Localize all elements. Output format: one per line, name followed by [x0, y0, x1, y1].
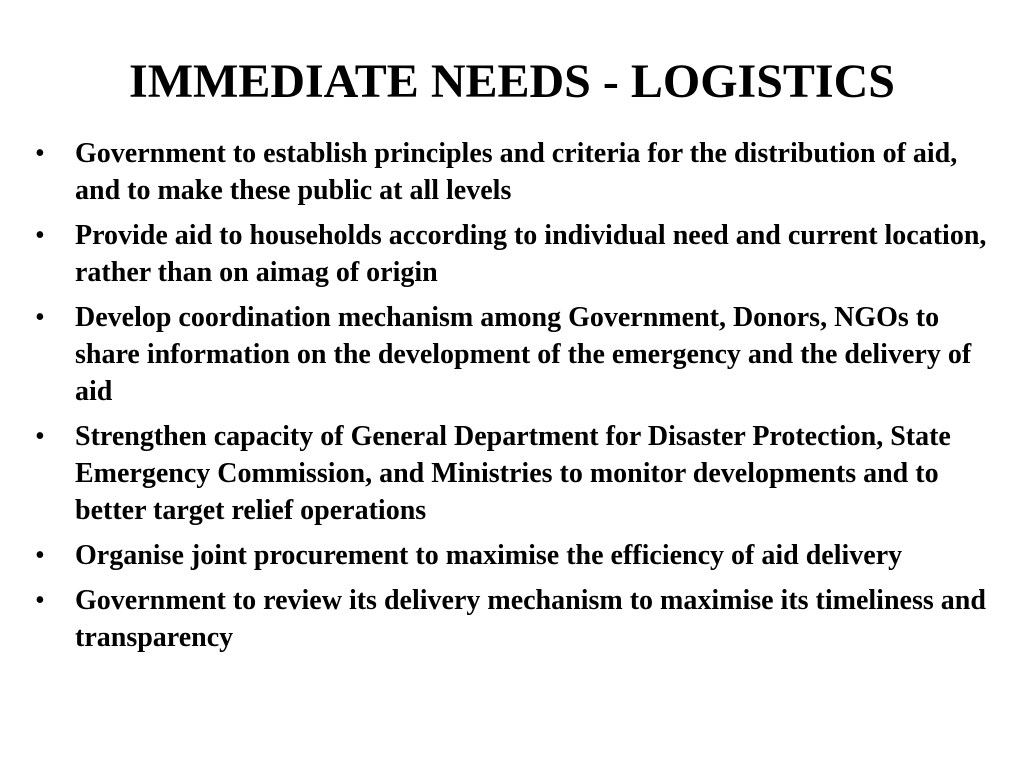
bullet-item [30, 582, 1000, 656]
bullet-item [30, 299, 1000, 410]
bullet-icon: • [35, 421, 45, 452]
bullet-text: Strengthen capacity of General Department for Disaster Protection, State Emergency Commission, and Ministries to monitor developments and to better target relief operations [75, 421, 951, 526]
bullet-text: Provide aid to households according to individual need and current location, rather than on aimag of origin [75, 220, 987, 288]
slide-title: IMMEDIATE NEEDS - LOGISTICS [129, 55, 895, 108]
bullet-text: Government to establish principles and criteria for the distribution of aid, and to make these public at all levels [75, 138, 958, 206]
bullet-icon: • [35, 220, 45, 251]
bullet-icon: • [35, 540, 45, 571]
bullet-item [30, 418, 1000, 529]
bullet-item [30, 537, 1000, 574]
bullet-item [30, 217, 1000, 291]
bullet-icon: • [35, 585, 45, 616]
bullet-icon: • [35, 138, 45, 169]
bullet-text: Government to review its delivery mechanism to maximise its timeliness and transparency [75, 585, 986, 653]
bullet-text: Develop coordination mechanism among Government, Donors, NGOs to share information on the development of the emergency and the delivery of aid [75, 302, 972, 407]
bullet-text: Organise joint procurement to maximise the efficiency of aid delivery [75, 540, 903, 571]
bullet-list [30, 135, 1000, 664]
bullet-icon: • [35, 302, 45, 333]
bullet-item [30, 135, 1000, 209]
